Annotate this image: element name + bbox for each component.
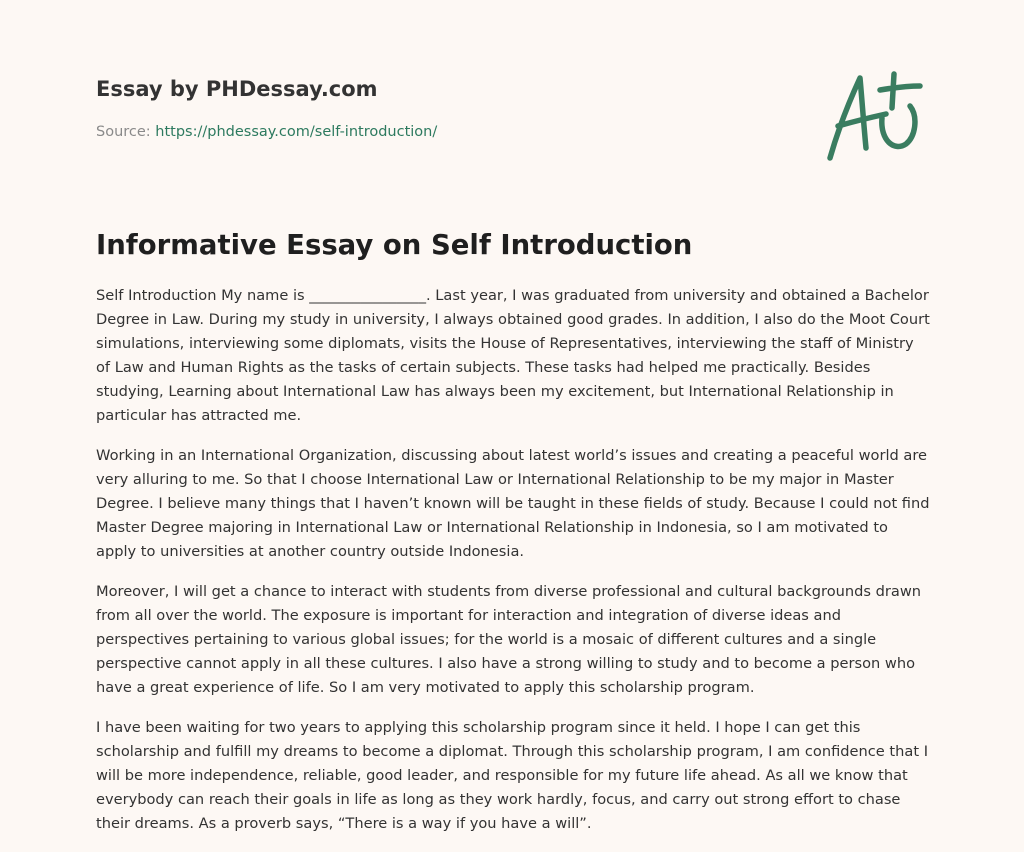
essay-paragraph: Moreover, I will get a chance to interact with students from diverse professional and cultural backgrounds drawn from all over the world. The exposure is important for interaction and integration of diverse ideas and perspectives pertaining to various global issues; for the world is a mosaic of different cultures and a single perspective cannot apply in all these cultures. I also have a strong willing to study and to become a person who have a great experience of life. So I am very motivated to apply this scholarship program. — [96, 583, 922, 696]
page-header — [96, 74, 796, 142]
a-plus-logo-icon — [824, 70, 928, 164]
essay-paragraph: I have been waiting for two years to applying this scholarship program since it held. I hope I can get this scholarship and fulfill my dreams to become a diplomat. Through this scholarship program, I am confidence that I will be more independence, reliable, good leader, and responsible for my future life ahead. As all we know that everybody can reach their goals in life as long as they work hardly, focus, and carry out strong effort to chase their dreams. As a proverb says, “There is a way if you have a will”. — [96, 719, 929, 832]
essay-paragraph: Self Introduction My name is ________________. Last year, I was graduated from university and obtained a Bachelor Degree in Law. During my study in university, I always obtained good grades. In addition, I also do the Moot Court simulations, interviewing some diplomats, visits the House of Representatives, interviewing the staff of Ministry of Law and Human Rights as the tasks of certain subjects. These tasks had helped me practically. Besides studying, Learning about International Law has always been my excitement, but International Relationship in particular has attracted me. — [96, 287, 930, 424]
essay-body — [96, 284, 932, 852]
essay-paragraph: Working in an International Organization, discussing about latest world’s issues and creating a peaceful world are very alluring to me. So that I choose International Law or International Relationship to be my major in Master Degree. I believe many things that I haven’t known will be taught in these fields of study. Because I could not find Master Degree majoring in International Law or International Relationship in Indonesia, so I am motivated to apply to universities at another country outside Indonesia. — [96, 447, 930, 560]
source-link[interactable]: https://phdessay.com/self-introduction/ — [155, 124, 438, 140]
site-brand: Essay by PHDessay.com — [96, 77, 378, 101]
source-label: Source: — [96, 124, 151, 140]
essay-title: Informative Essay on Self Introduction — [96, 229, 693, 261]
source-line — [96, 122, 796, 142]
